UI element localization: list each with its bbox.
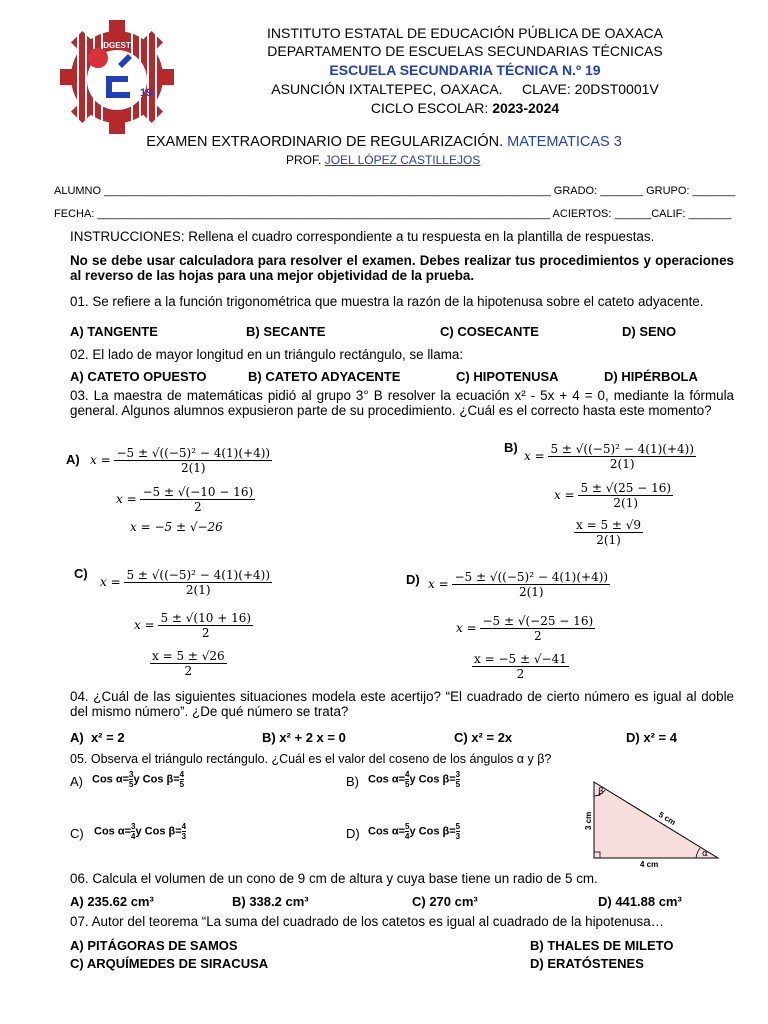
exam-title: EXAMEN EXTRAORDINARIO DE REGULARIZACIÓN. MATEMATICAS 3	[146, 134, 622, 150]
angle-beta: β	[598, 787, 604, 797]
school-name: ESCUELA SECUNDARIA TÉCNICA N.º 19	[329, 62, 601, 78]
q6-option-b[interactable]: B) 338.2 cm³	[232, 894, 309, 909]
q3-option-c-label[interactable]: C)	[74, 566, 88, 581]
side-left-label: 3 cm	[584, 811, 593, 830]
angle-alpha: α	[702, 849, 708, 859]
q5-option-a[interactable]: Cos α= $\frac{3}{5}y$ Cos β= $\frac{4}{5}$	[92, 770, 185, 789]
right-triangle-figure	[578, 778, 724, 868]
q3-b-step-3: $\frac{x = 5 \pm √9}{2(1)}$	[576, 518, 642, 547]
q3-a-step-3: x = −5 ± √−26	[130, 520, 223, 534]
q3-d-step-2: x = $\frac{-5 \pm √(-25 - 16)}{2}$	[456, 614, 594, 643]
header-line-1: INSTITUTO ESTATAL DE EDUCACIÓN PÚBLICA DE OAXACA	[267, 25, 663, 41]
school-location: ASUNCIÓN IXTALTEPEC, OAXACA. CLAVE: 20DST0001V	[271, 81, 659, 97]
student-field: ALUMNO _________________________________________________________________________ GRADO: _______ GRUPO: _______	[54, 185, 736, 197]
q3-b-step-1: x = $\frac{\text{5 ± √((−5)² − 4(1)(+4))}}{2(1)}$	[524, 442, 695, 471]
q5-option-a-label[interactable]: A)	[70, 774, 83, 789]
question-3: 03. La maestra de matemáticas pidió al grupo 3° B resolver la ecuación x² - 5x + 4 = 0, mediante la fórmula general. Algunos alumnos expusieron parte de su procedimiento. ¿Cuál es el correcto hasta este momento?	[70, 388, 734, 418]
q4-option-d[interactable]: D) x² = 4	[626, 730, 677, 745]
side-hypotenuse-label: 5 cm	[656, 809, 678, 828]
side-bottom-label: 4 cm	[640, 860, 659, 868]
svg-text:DGEST: DGEST	[103, 41, 131, 50]
q7-option-d[interactable]: D) ERATÓSTENES	[530, 956, 644, 971]
q1-option-a[interactable]: A) TANGENTE	[70, 324, 158, 339]
q3-d-step-3: $\frac{x = -5 \pm √-41}{2}$	[474, 652, 567, 681]
q3-a-step-1: x = $\frac{\text{−5 ± √((−5)² − 4(1)(+4))}}{2(1)}$	[90, 446, 271, 475]
q3-option-b-label[interactable]: B)	[504, 440, 518, 455]
q1-option-c[interactable]: C) COSECANTE	[440, 324, 539, 339]
q5-option-b[interactable]: Cos α= $\frac{4}{5}y$ Cos β= $\frac{3}{5}$	[368, 770, 461, 789]
q5-option-b-label[interactable]: B)	[346, 774, 359, 789]
q1-option-b[interactable]: B) SECANTE	[246, 324, 326, 339]
school-logo	[58, 18, 176, 136]
q3-c-step-2: x = $\frac{5 \pm √(10 + 16)}{2}$	[134, 611, 252, 640]
q4-option-b[interactable]: B) x² + 2 x = 0	[262, 730, 346, 745]
q5-option-d[interactable]: Cos α= $\frac{5}{4}y$ Cos β= $\frac{5}{3}$	[368, 822, 461, 841]
instructions: INSTRUCCIONES: Rellena el cuadro correspondiente a tu respuesta en la plantilla de respuestas.	[70, 229, 655, 244]
q3-c-step-3: $\frac{x = 5 \pm √26}{2}$	[152, 649, 225, 678]
svg-text:19: 19	[140, 87, 153, 99]
question-6: 06. Calcula el volumen de un cono de 9 cm de altura y cuya base tiene un radio de 5 cm.	[70, 871, 598, 886]
header-line-2: DEPARTAMENTO DE ESCUELAS SECUNDARIAS TÉCNICAS	[267, 43, 663, 59]
q1-option-d[interactable]: D) SENO	[622, 324, 677, 339]
q6-option-a[interactable]: A) 235.62 cm³	[70, 894, 154, 909]
q4-option-c[interactable]: C) x² = 2x	[454, 730, 513, 745]
q7-option-c[interactable]: C) ARQUÍMEDES DE SIRACUSA	[70, 956, 269, 971]
gear-icon	[58, 18, 176, 136]
q3-option-d-label[interactable]: D)	[406, 572, 420, 587]
q5-option-d-label[interactable]: D)	[346, 826, 360, 841]
professor: PROF. JOEL LÓPEZ CASTILLEJOS	[286, 153, 481, 167]
question-5: 05. Observa el triángulo rectángulo. ¿Cuál es el valor del coseno de los ángulos α y β?	[70, 752, 552, 766]
school-year: CICLO ESCOLAR: 2023-2024	[370, 100, 560, 116]
date-field: FECHA: __________________________________________________________________________ ACIERTOS: ______CALIF: _______	[54, 208, 732, 220]
question-7: 07. Autor del teorema “La suma del cuadrado de los catetos es igual al cuadrado de la hipotenusa…	[70, 914, 665, 929]
q2-option-c[interactable]: C) HIPOTENUSA	[456, 369, 559, 384]
q3-d-step-1: x = $\frac{\text{−5 ± √((−5)² − 4(1)(+4))}}{2(1)}$	[428, 570, 609, 599]
q4-option-a[interactable]: A) x² = 2	[70, 730, 125, 745]
q6-option-d[interactable]: D) 441.88 cm³	[598, 894, 682, 909]
q7-option-a[interactable]: A) PITÁGORAS DE SAMOS	[70, 938, 238, 953]
q3-c-step-1: x = $\frac{\text{5 ± √((−5)² − 4(1)(+4))}}{2(1)}$	[100, 568, 271, 597]
q5-option-c[interactable]: Cos α= $\frac{3}{4}y$ Cos β= $\frac{4}{3}$	[94, 822, 187, 841]
question-1: 01. Se refiere a la función trigonométrica que muestra la razón de la hipotenusa sobre el cateto adyacente.	[70, 294, 704, 309]
q3-a-step-2: x = $\frac{-5 \pm √(-10 - 16)}{2}$	[116, 485, 254, 514]
q6-option-c[interactable]: C) 270 cm³	[412, 894, 478, 909]
q7-option-b[interactable]: B) THALES DE MILETO	[530, 938, 674, 953]
instructions-bold: No se debe usar calculadora para resolver el examen. Debes realizar tus procedimientos y operaciones al reverso de las hojas para una mejor objetividad de la prueba.	[70, 253, 734, 283]
question-4: 04. ¿Cuál de las siguientes situaciones modela este acertijo? “El cuadrado de cierto número es igual al doble del mismo número”. ¿De qué número se trata?	[70, 689, 734, 719]
q2-option-d[interactable]: D) HIPÉRBOLA	[604, 369, 698, 384]
q2-option-a[interactable]: A) CATETO OPUESTO	[70, 369, 207, 384]
question-2: 02. El lado de mayor longitud en un triángulo rectángulo, se llama:	[70, 347, 464, 362]
q3-option-a-label[interactable]: A)	[66, 452, 80, 467]
q5-option-c-label[interactable]: C)	[70, 826, 84, 841]
q2-option-b[interactable]: B) CATETO ADYACENTE	[248, 369, 401, 384]
q3-b-step-2: x = $\frac{5 \pm √(25 - 16)}{2(1)}$	[554, 481, 672, 510]
